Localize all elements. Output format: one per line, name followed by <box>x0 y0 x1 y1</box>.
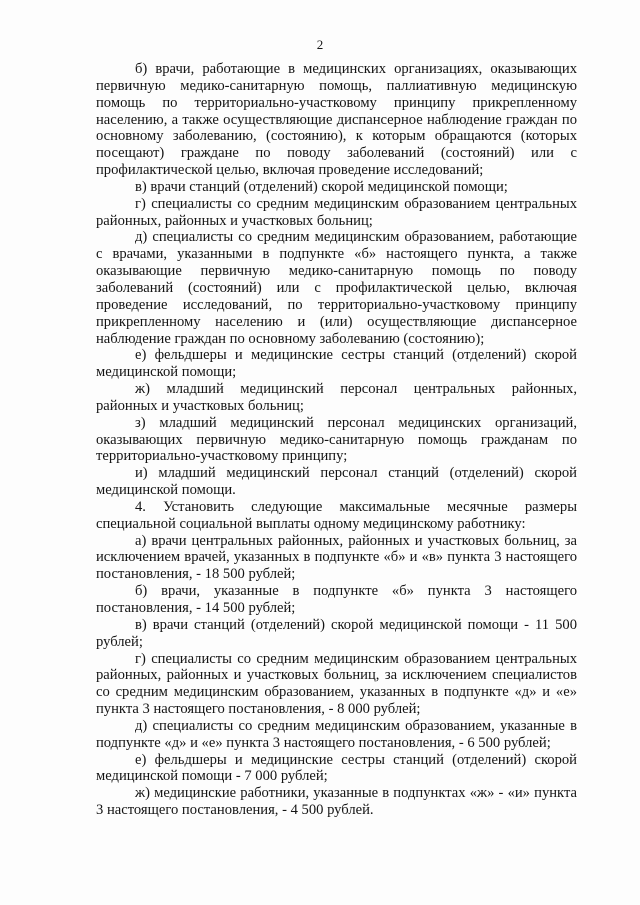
paragraph-4a: а) врачи центральных районных, районных и участковых больниц, за исключением врачей, указанных в подпункте «б» и «в» пункта 3 настоящего постановления, - 18 500 рублей; <box>96 532 577 583</box>
paragraph-3zh: ж) младший медицинский персонал центральных районных, районных и участковых больниц; <box>96 381 577 414</box>
paragraph-3d: д) специалисты со средним медицинским образованием, работающие с врачами, указанными в подпункте «б» настоящего пункта, а также оказывающие первичную медико-санитарную помощь по поводу заболеваний (состояний) или с профилактической целью, включая проведение исследований, по территориально-участковому принципу прикрепленному населению и (или) осуществляющие диспансерное наблюдение граждан по основному заболеванию (состоянию); <box>96 229 577 347</box>
paragraph-4d: д) специалисты со средним медицинским образованием, указанные в подпункте «д» и «е» пункта 3 настоящего постановления, - 6 500 рублей; <box>96 717 577 751</box>
page-number: 2 <box>316 37 324 52</box>
paragraph-3i: и) младший медицинский персонал станций (отделений) скорой медицинской помощи. <box>96 465 577 499</box>
paragraph-4: 4. Установить следующие максимальные месячные размеры специальной социальной выплаты одному медицинскому работнику: <box>96 498 577 532</box>
paragraph-4e: е) фельдшеры и медицинские сестры станций (отделений) скорой медицинской помощи - 7 000 рублей; <box>96 751 577 785</box>
paragraph-4v: в) врачи станций (отделений) скорой медицинской помощи - 11 500 рублей; <box>96 616 577 650</box>
paragraph-3z: з) младший медицинский персонал медицинских организаций, оказывающих первичную медико-санитарную помощь гражданам по территориально-участковому принципу; <box>96 414 577 465</box>
paragraph-3e: е) фельдшеры и медицинские сестры станций (отделений) скорой медицинской помощи; <box>96 347 577 381</box>
paragraph-3g: г) специалисты со средним медицинским образованием центральных районных, районных и участковых больниц; <box>96 195 577 229</box>
document-body <box>96 61 577 819</box>
paragraph-3v: в) врачи станций (отделений) скорой медицинской помощи; <box>135 178 508 195</box>
paragraph-4g: г) специалисты со средним медицинским образованием центральных районных, районных и участковых больниц, за исключением специалистов со средним медицинским образованием, указанных в подпункте «д» и «е» пункта 3 настоящего постановления, - 8 000 рублей; <box>96 650 577 718</box>
paragraph-3b: б) врачи, работающие в медицинских организациях, оказывающих первичную медико-санитарную помощь, паллиативную медицинскую помощь по территориально-участковому принципу прикрепленному населению, а также осуществляющие диспансерное наблюдение граждан по основному заболеванию, (состоянию), к которым обращаются (которых посещают) граждане по поводу заболеваний (состояний) или с профилактической целью, включая проведение исследований; <box>96 61 577 179</box>
paragraph-4zh: ж) медицинские работники, указанные в подпунктах «ж» - «и» пункта 3 настоящего постановления, - 4 500 рублей. <box>96 785 577 819</box>
paragraph-4b: б) врачи, указанные в подпункте «б» пункта 3 настоящего постановления, - 14 500 рублей; <box>96 583 577 616</box>
